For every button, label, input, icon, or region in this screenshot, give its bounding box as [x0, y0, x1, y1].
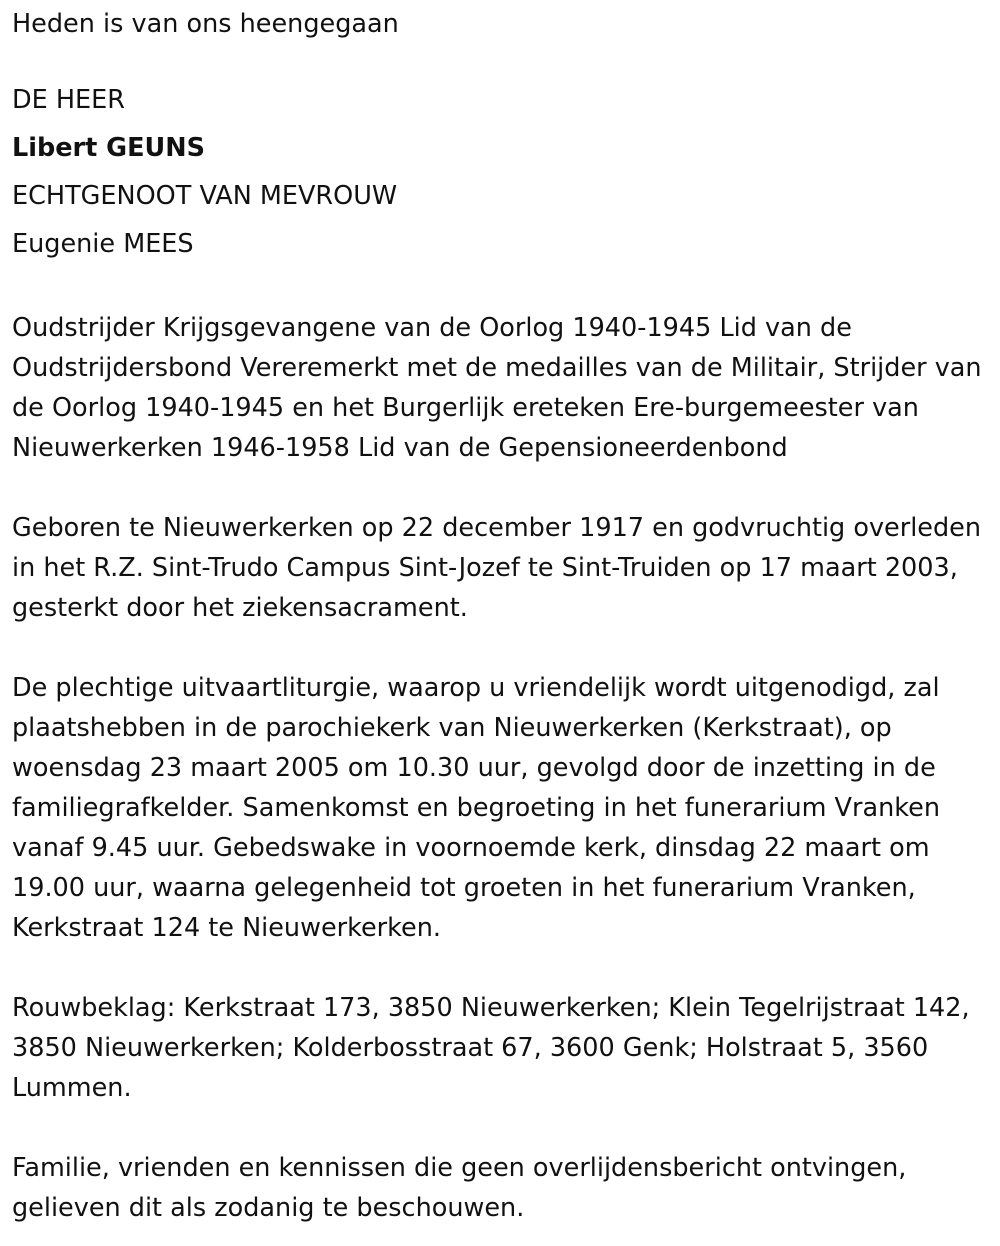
spouse-label: ECHTGENOOT VAN MEVROUW: [12, 181, 398, 211]
salutation: DE HEER: [12, 85, 125, 115]
deceased-header: [12, 76, 988, 268]
intro-text: Heden is van ons heengegaan: [12, 9, 399, 39]
closing-paragraph: Familie, vrienden en kennissen die geen overlijdensbericht ontvingen, gelieven dit als zodanig te beschouwen.: [12, 1153, 907, 1223]
birth-death-paragraph: Geboren te Nieuwerkerken op 22 december 1917 en godvruchtig overleden in het R.Z. Sint-Trudo Campus Sint-Jozef te Sint-Truiden op 17 maart 2003, gesterkt door het ziekensacrament.: [12, 513, 982, 623]
funeral-paragraph: De plechtige uitvaartliturgie, waarop u vriendelijk wordt uitgenodigd, zal plaatshebben in de parochiekerk van Nieuwerkerken (Kerkstraat), op woensdag 23 maart 2005 om 10.30 uur, gevolgd door de inzetting in de familiegrafkelder. Samenkomst en begroeting in het funerarium Vranken vanaf 9.45 uur. Gebedswake in voornoemde kerk, dinsdag 22 maart om 19.00 uur, waarna gelegenheid tot groeten in het funerarium Vranken, Kerkstraat 124 te Nieuwerkerken.: [12, 673, 940, 943]
biography-paragraph: Oudstrijder Krijgsgevangene van de Oorlog 1940-1945 Lid van de Oudstrijdersbond Vereremerkt met de medailles van de Militair, Strijder van de Oorlog 1940-1945 en het Burgerlijk ereteken Ere-burgemeester van Nieuwerkerken 1946-1958 Lid van de Gepensioneerdenbond: [12, 313, 982, 463]
spouse-name: Eugenie MEES: [12, 229, 194, 259]
deceased-name: Libert GEUNS: [12, 133, 205, 163]
condolence-addresses-paragraph: Rouwbeklag: Kerkstraat 173, 3850 Nieuwerkerken; Klein Tegelrijstraat 142, 3850 Nieuwerkerken; Kolderbosstraat 67, 3600 Genk; Holstraat 5, 3560 Lummen.: [12, 993, 970, 1103]
